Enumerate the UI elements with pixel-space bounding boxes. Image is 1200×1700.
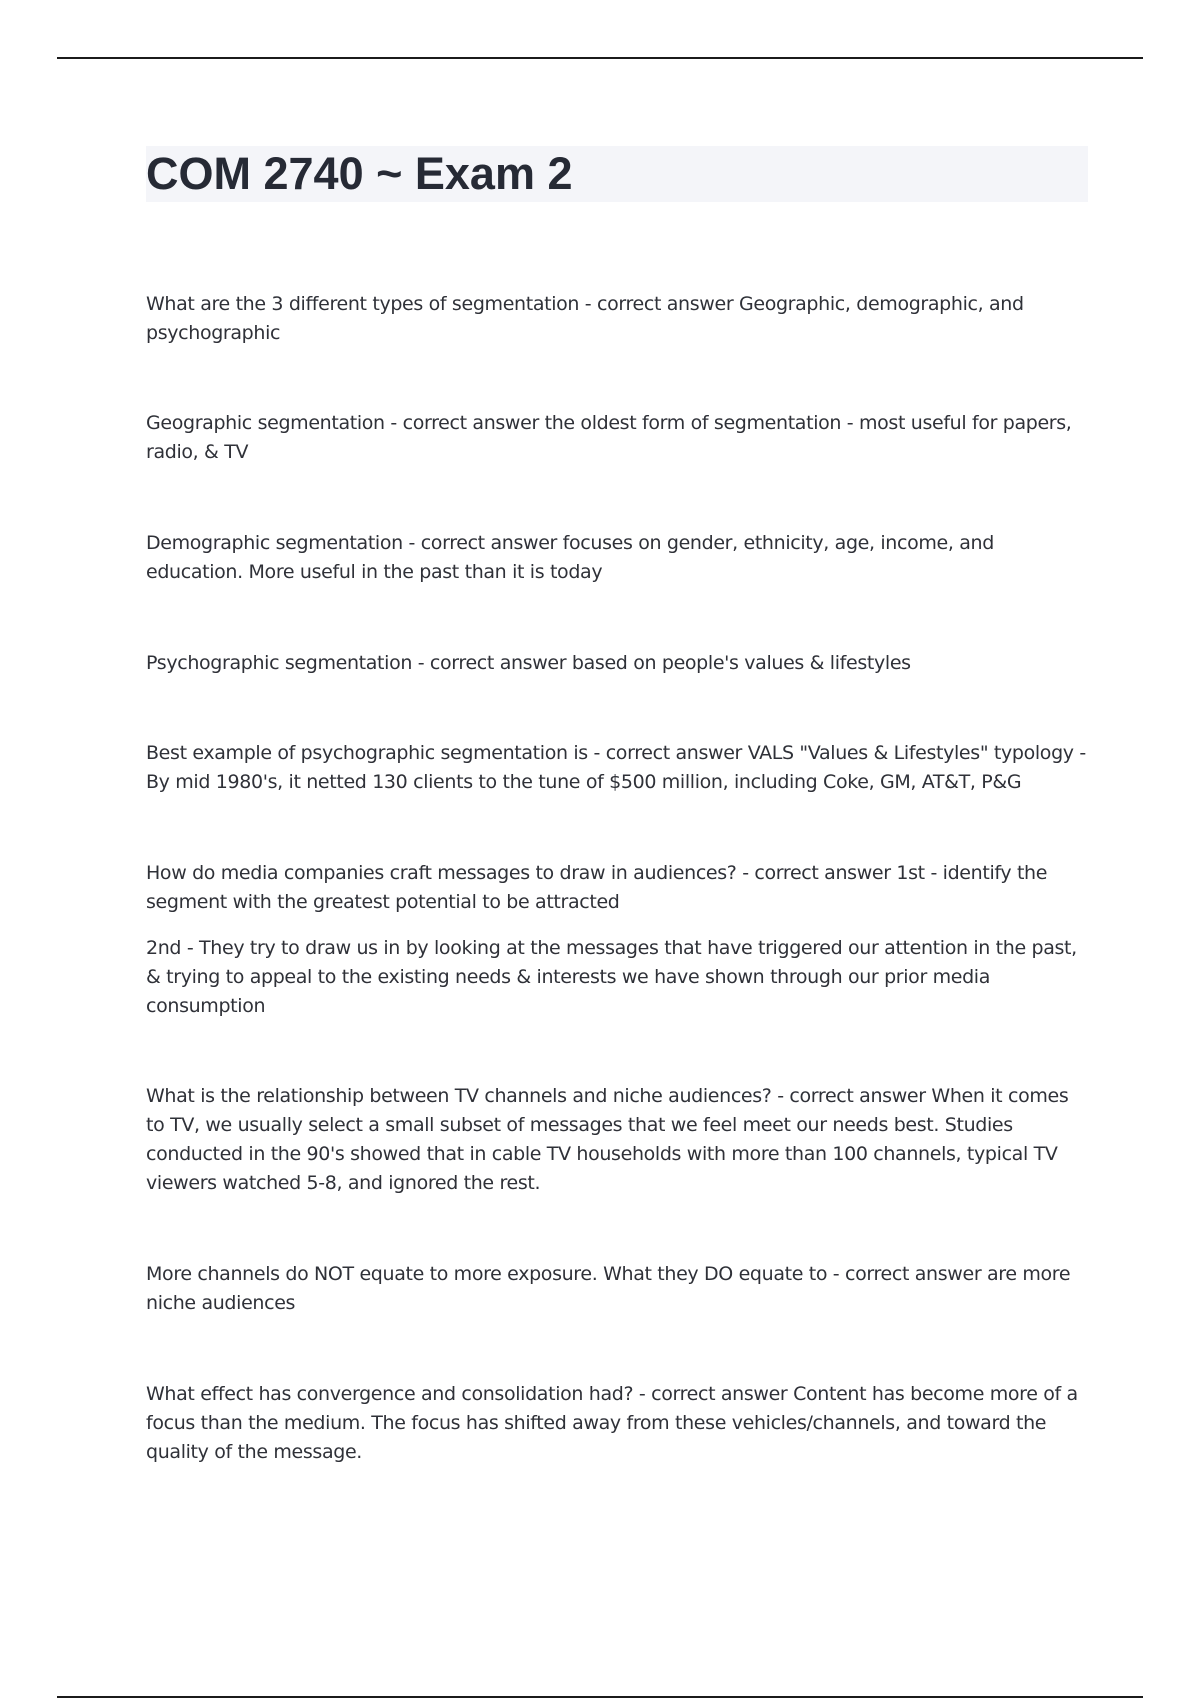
qa-item-craft-messages [146,859,1090,1021]
qa-text: Geographic segmentation - correct answer the oldest form of segmentation - most useful for papers, radio, & TV [146,412,1072,463]
qa-text: Best example of psychographic segmentation is - correct answer VALS "Values & Lifestyles" typology - By mid 1980's, it netted 130 clients to the tune of $500 million, including Coke, GM, AT&T, P&G [146,742,1086,793]
top-divider [57,57,1143,59]
bottom-divider [57,1696,1143,1698]
qa-text: Psychographic segmentation - correct answer based on people's values & lifestyles [146,652,911,674]
qa-item-vals [146,739,1090,797]
qa-item-psychographic [146,649,1090,678]
qa-list [146,290,1090,1467]
page-title: COM 2740 ~ Exam 2 [146,148,573,199]
qa-item-segmentation-types [146,290,1090,348]
qa-text: How do media companies craft messages to draw in audiences? - correct answer 1st - identify the segment with the greatest potential to be attracted [146,862,1048,913]
qa-text: More channels do NOT equate to more exposure. What they DO equate to - correct answer are more niche audiences [146,1263,1071,1314]
qa-text: What are the 3 different types of segmentation - correct answer Geographic, demographic, and psychographic [146,293,1024,344]
qa-text: What is the relationship between TV channels and niche audiences? - correct answer When it comes to TV, we usually select a small subset of messages that we feel meet our needs best. Studies conducted in the 90's showed that in cable TV households with more than 100 channels, typical TV viewers watched 5-8, and ignored the rest. [146,1085,1069,1194]
qa-text: What effect has convergence and consolidation had? - correct answer Content has become more of a focus than the medium. The focus has shifted away from these vehicles/channels, and toward the quality of the message. [146,1383,1078,1463]
qa-item-more-channels [146,1260,1090,1318]
qa-item-geographic [146,409,1090,467]
qa-text: Demographic segmentation - correct answer focuses on gender, ethnicity, age, income, and education. More useful in the past than it is today [146,532,994,583]
qa-item-demographic [146,529,1090,587]
qa-item-tv-niche [146,1082,1090,1198]
qa-text-continued: 2nd - They try to draw us in by looking at the messages that have triggered our attention in the past, & trying to appeal to the existing needs & interests we have shown through our prior media consumption [146,937,1077,1017]
qa-item-convergence [146,1380,1090,1467]
